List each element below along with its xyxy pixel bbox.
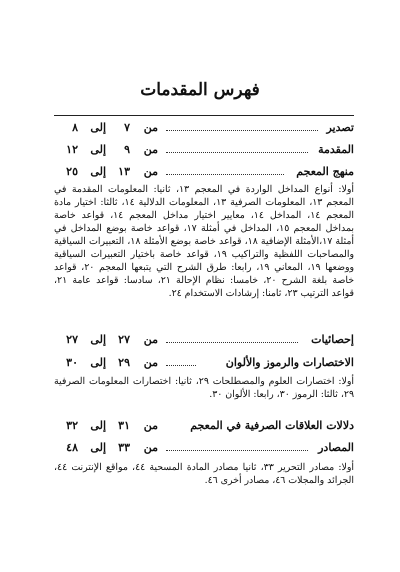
from-word: من <box>143 356 158 369</box>
from-word: من <box>143 441 158 454</box>
manhaj-details: أولا: أنواع المداخل الواردة في المعجم ١٣، ثانيا: المعلومات المقدمة في المعجم ١٣، المعلومات الصرفية ١٣، المعلومات الدلالية ١٤، ثالثا: اختيار مادة المعجم ١٤، المداخل ١٤، معايير اختيار مداخل المعجم ١٤، قواعد خاصة بمداخل المعجم ١٥، المداخل في أمثلة ١٧، قواعد خاصة بوضع المداخل في أمثلة ١٧،الأمثلة الإضافية ١٨، قواعد خاصة بوضع الأمثلة ١٨، التعبيرات السياقية والمصاحبات اللفظية والتراكيب ١٩، قواعد خاصة باختيار التعبيرات السياقية ووضعها ١٩، المعاني ١٩، رابعا: طرق الشرح التي يتبعها المعجم ٢٠، قواعد خاصة بلغة الشرح ٢٠، خامسا: نظام الإحالة ٢١، سادسا: قواعد عامة ٢١، قواعد الترتيب ٢٣، ثامنا: إرشادات الاستخدام ٢٤. <box>54 184 355 299</box>
from-word: من <box>143 143 158 156</box>
from-word: من <box>143 165 158 178</box>
start-page: ٧ <box>124 121 130 134</box>
entry-label: دلالات العلاقات الصرفية في المعجم <box>190 419 354 432</box>
page-range <box>54 143 158 159</box>
start-page: ٣١ <box>118 419 130 432</box>
page-title: فهرس المقدمات <box>140 80 260 100</box>
page-range <box>54 165 158 181</box>
to-word: إلى <box>90 356 106 369</box>
toc-entry-manhaj[interactable] <box>54 165 354 181</box>
entry-label: المصادر <box>318 441 354 454</box>
masadir-details: أولا: مصادر التحرير ٣٣، ثانيا مصادر المادة المسحية ٤٤، مواقع الإنترنت ٤٤، الجرائد والمجلات ٤٦، مصادر أخرى ٤٦. <box>54 462 354 486</box>
leader-dots <box>166 450 308 451</box>
entry-label: إحصائيات <box>311 333 354 346</box>
start-page: ٣٣ <box>118 441 130 454</box>
leader-dots <box>166 152 308 153</box>
end-page: ٨ <box>72 121 78 134</box>
entry-label: الاختصارات والرموز والألوان <box>225 356 354 369</box>
to-word: إلى <box>90 419 106 432</box>
leader-dots <box>166 365 196 366</box>
page-range <box>54 419 158 435</box>
end-page: ٣٠ <box>66 356 78 369</box>
to-word: إلى <box>90 165 106 178</box>
leader-dots <box>166 174 284 175</box>
leader-dots <box>166 130 318 131</box>
page-range <box>54 333 158 349</box>
page-range <box>54 121 158 137</box>
to-word: إلى <box>90 441 106 454</box>
leader-dots <box>166 342 298 343</box>
start-page: ٢٧ <box>118 333 130 346</box>
title-rule <box>54 115 354 116</box>
ikhtisarat-details: أولا: اختصارات العلوم والمصطلحات ٢٩، ثانيا: اختصارات المعلومات الصرفية ٢٩، ثالثا: الرموز ٣٠، رابعا: الألوان ٣٠. <box>54 376 354 400</box>
toc-entry-ihsaiyat[interactable] <box>54 333 354 349</box>
toc-entry-ikhtisarat[interactable] <box>54 356 354 372</box>
from-word: من <box>143 419 158 432</box>
end-page: ٢٧ <box>66 333 78 346</box>
end-page: ٤٨ <box>66 441 78 454</box>
entry-label: تصدير <box>326 121 354 134</box>
end-page: ٣٢ <box>66 419 78 432</box>
toc-entry-tasdir[interactable] <box>54 121 354 137</box>
toc-entry-masadir[interactable] <box>54 441 354 457</box>
entry-label: منهج المعجم <box>296 165 354 178</box>
start-page: ١٣ <box>118 165 130 178</box>
start-page: ٢٩ <box>118 356 130 369</box>
page-range <box>54 441 158 457</box>
start-page: ٩ <box>124 143 130 156</box>
page-range <box>54 356 158 372</box>
from-word: من <box>143 121 158 134</box>
to-word: إلى <box>90 333 106 346</box>
from-word: من <box>143 333 158 346</box>
entry-label: المقدمة <box>318 143 354 156</box>
to-word: إلى <box>90 143 106 156</box>
toc-entry-dalalat[interactable] <box>54 419 354 435</box>
end-page: ٢٥ <box>66 165 78 178</box>
toc-entry-muqaddima[interactable] <box>54 143 354 159</box>
end-page: ١٢ <box>66 143 78 156</box>
to-word: إلى <box>90 121 106 134</box>
